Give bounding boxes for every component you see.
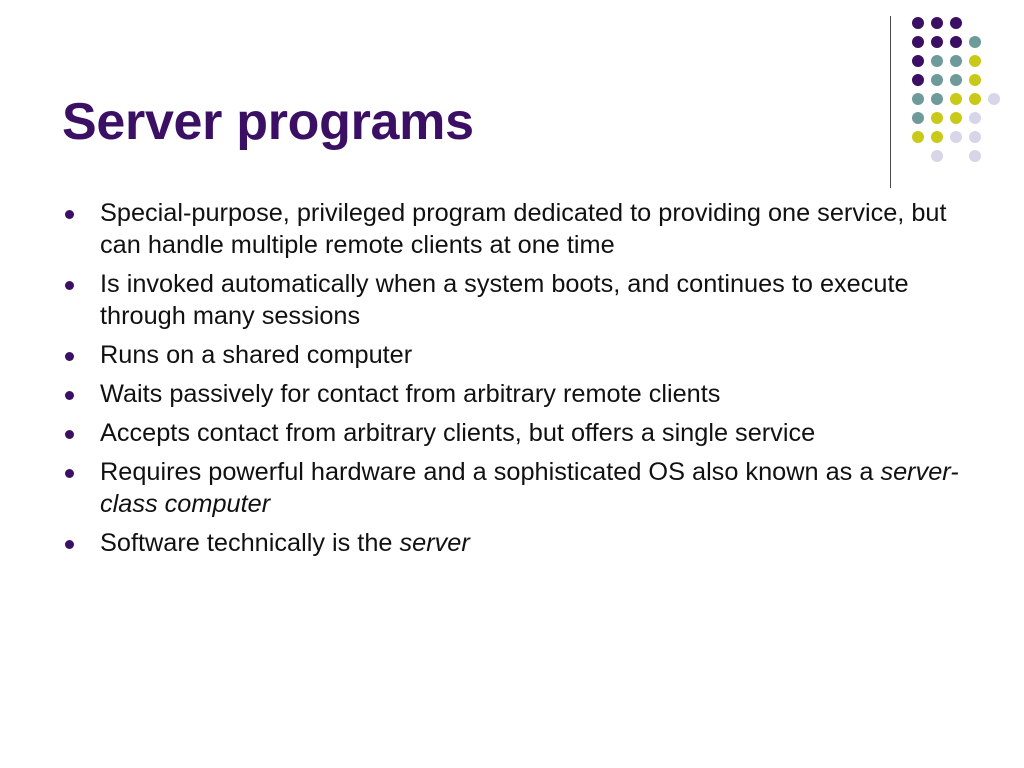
bullet-text	[100, 341, 412, 369]
bullet-text-plain: Runs on a shared computer	[100, 341, 413, 369]
bullet-item	[62, 268, 962, 332]
decorative-dot	[950, 36, 962, 48]
decorative-dot	[931, 17, 943, 29]
decorative-dot	[950, 93, 962, 105]
bullet-marker-icon	[65, 430, 74, 439]
decorative-dot	[950, 17, 962, 29]
bullet-text-plain: Accepts contact from arbitrary clients, but offers a single service	[100, 419, 816, 447]
decorative-dot	[912, 131, 924, 143]
decorative-dot	[950, 112, 962, 124]
bullet-item	[62, 339, 962, 371]
decorative-dot	[969, 55, 981, 67]
decorative-dot	[950, 74, 962, 86]
decorative-dot-grid	[0, 0, 1024, 200]
decorative-dot	[931, 112, 943, 124]
bullet-text	[100, 458, 959, 518]
decorative-dot	[969, 131, 981, 143]
decorative-dot	[912, 36, 924, 48]
bullet-item	[62, 378, 962, 410]
bullet-text	[100, 380, 720, 408]
bullet-text-plain: Software technically is the	[100, 529, 400, 557]
decorative-dot	[912, 55, 924, 67]
bullet-marker-icon	[65, 281, 74, 290]
bullet-item	[62, 527, 962, 559]
bullet-marker-icon	[65, 469, 74, 478]
bullet-item	[62, 197, 962, 261]
decorative-dot	[931, 150, 943, 162]
decorative-dot	[931, 36, 943, 48]
bullet-text-plain: Is invoked automatically when a system boots, and continues to execute through many sessions	[100, 270, 909, 330]
decorative-dot	[912, 93, 924, 105]
decorative-dot	[969, 36, 981, 48]
decorative-dot	[931, 93, 943, 105]
decorative-dot	[912, 74, 924, 86]
decorative-dot	[950, 55, 962, 67]
bullet-text	[100, 529, 470, 557]
bullet-text-plain: Special-purpose, privileged program dedicated to providing one service, but can handle multiple remote clients at one time	[100, 199, 947, 259]
slide-title: Server programs	[62, 93, 474, 151]
decorative-dot	[969, 93, 981, 105]
bullet-marker-icon	[65, 391, 74, 400]
bullet-text-plain: Requires powerful hardware and a sophisticated OS also known as a	[100, 458, 881, 486]
decorative-dot	[988, 93, 1000, 105]
bullet-item	[62, 456, 962, 520]
decorative-dot	[969, 150, 981, 162]
bullet-text-plain: Waits passively for contact from arbitrary remote clients	[100, 380, 721, 408]
decorative-dot	[931, 74, 943, 86]
decorative-dot	[931, 55, 943, 67]
bullet-item	[62, 417, 962, 449]
bullet-marker-icon	[65, 352, 74, 361]
decorative-dot	[969, 112, 981, 124]
decorative-dot	[912, 17, 924, 29]
bullet-marker-icon	[65, 540, 74, 549]
decorative-dot	[931, 131, 943, 143]
bullet-text	[100, 270, 909, 330]
bullet-list	[62, 197, 962, 566]
bullet-text	[100, 419, 815, 447]
bullet-text-emphasis: server	[399, 529, 470, 557]
bullet-text	[100, 199, 947, 259]
decorative-dot	[950, 131, 962, 143]
decorative-dot	[912, 112, 924, 124]
bullet-text-emphasis: server-class computer	[100, 458, 959, 518]
bullet-marker-icon	[65, 210, 74, 219]
decorative-dot	[969, 74, 981, 86]
